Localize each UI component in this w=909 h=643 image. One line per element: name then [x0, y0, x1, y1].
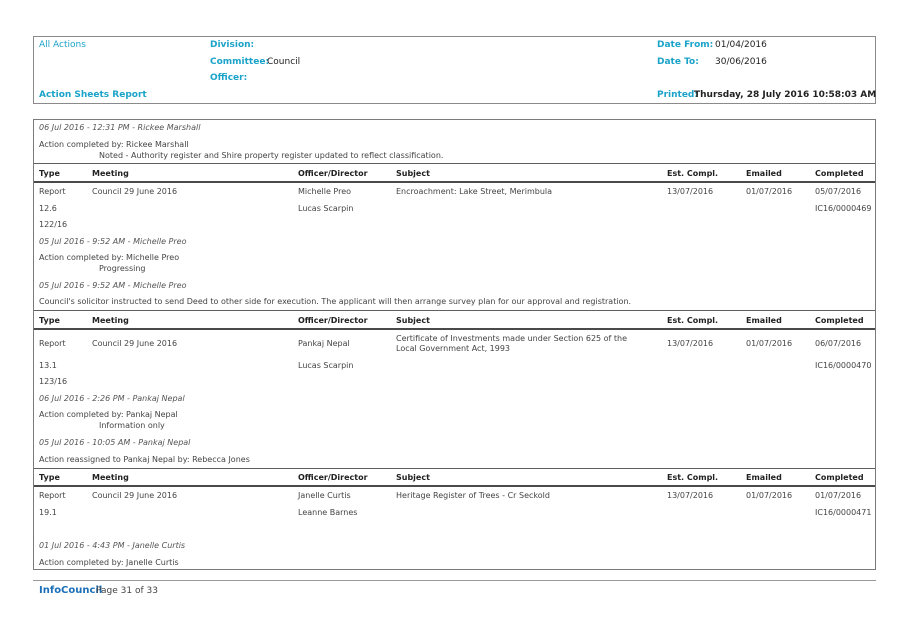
- date-to-label: Date To:: [657, 57, 699, 67]
- page-number: Page 31 of 33: [96, 586, 158, 596]
- col-officer: Officer/Director: [298, 316, 368, 325]
- col-officer: Officer/Director: [298, 169, 368, 178]
- entry-type: Report: [39, 339, 66, 348]
- entry-res-no: 123/16: [39, 377, 68, 386]
- header-underline: [34, 181, 875, 183]
- col-emailed: Emailed: [746, 473, 782, 482]
- note-header: 05 Jul 2016 - 9:52 AM - Michelle Preo: [39, 281, 187, 290]
- entry-emailed: 01/07/2016: [746, 187, 793, 196]
- note-text: Council's solicitor instructed to send Deed to other side for execution. The applicant will then arrange survey plan for our approval and registration.: [39, 297, 632, 306]
- col-subject: Subject: [396, 169, 430, 178]
- entry-completed: 01/07/2016: [815, 491, 862, 500]
- col-est-compl: Est. Compl.: [667, 473, 719, 482]
- col-completed: Completed: [815, 473, 864, 482]
- entry-est-compl: 13/07/2016: [667, 187, 714, 196]
- entry-officer: Michelle Preo: [298, 187, 352, 196]
- entry-completed: 06/07/2016: [815, 339, 862, 348]
- col-subject: Subject: [396, 473, 430, 482]
- entry-item-no: 19.1: [39, 508, 57, 517]
- entry-type: Report: [39, 187, 66, 196]
- footer-divider: [33, 580, 876, 581]
- note-header: 06 Jul 2016 - 12:31 PM - Rickee Marshall: [39, 123, 201, 132]
- division-label: Division:: [210, 40, 255, 50]
- action-completed-line: Action completed by: Michelle Preo: [39, 253, 180, 262]
- entry-subject: Heritage Register of Trees - Cr Seckold: [396, 491, 550, 500]
- officer-label: Officer:: [210, 73, 248, 83]
- date-to-value: 30/06/2016: [715, 57, 767, 67]
- col-est-compl: Est. Compl.: [667, 316, 719, 325]
- committee-label: Committee:: [210, 57, 270, 67]
- entry-subject: Encroachment: Lake Street, Merimbula: [396, 187, 553, 196]
- note-header: 01 Jul 2016 - 4:43 PM - Janelle Curtis: [39, 541, 186, 550]
- note-header: 05 Jul 2016 - 9:52 AM - Michelle Preo: [39, 237, 187, 246]
- col-type: Type: [39, 316, 60, 325]
- note-text: Information only: [99, 421, 165, 430]
- date-from-label: Date From:: [657, 40, 714, 50]
- entry-ref: IC16/0000470: [815, 361, 872, 370]
- entry-officer2: Lucas Scarpin: [298, 204, 354, 213]
- entry-est-compl: 13/07/2016: [667, 339, 714, 348]
- entry-item-no: 12.6: [39, 204, 57, 213]
- row-divider: [34, 163, 875, 164]
- col-emailed: Emailed: [746, 316, 782, 325]
- col-officer: Officer/Director: [298, 473, 368, 482]
- entry-ref: IC16/0000471: [815, 508, 872, 517]
- row-divider: [34, 468, 875, 469]
- entry-emailed: 01/07/2016: [746, 339, 793, 348]
- entry-subject: Certificate of Investments made under Section 625 of the Local Government Act, 1993: [396, 334, 628, 353]
- col-est-compl: Est. Compl.: [667, 169, 719, 178]
- header-underline: [34, 485, 875, 487]
- note-header: 06 Jul 2016 - 2:26 PM - Pankaj Nepal: [39, 394, 185, 403]
- entry-item-no: 13.1: [39, 361, 57, 370]
- entry-ref: IC16/0000469: [815, 204, 872, 213]
- note-header: 05 Jul 2016 - 10:05 AM - Pankaj Nepal: [39, 438, 191, 447]
- col-emailed: Emailed: [746, 169, 782, 178]
- col-type: Type: [39, 169, 60, 178]
- col-meeting: Meeting: [92, 316, 129, 325]
- action-completed-line: Action completed by: Pankaj Nepal: [39, 410, 178, 419]
- date-from-value: 01/04/2016: [715, 40, 767, 50]
- entry-completed: 05/07/2016: [815, 187, 862, 196]
- printed-label: Printed:: [657, 90, 698, 100]
- printed-value: Thursday, 28 July 2016 10:58:03 AM: [694, 90, 877, 100]
- entry-emailed: 01/07/2016: [746, 491, 793, 500]
- entry-officer: Janelle Curtis: [298, 491, 351, 500]
- col-completed: Completed: [815, 169, 864, 178]
- col-meeting: Meeting: [92, 169, 129, 178]
- note-text: Action reassigned to Pankaj Nepal by: Rebecca Jones: [39, 455, 250, 464]
- committee-value: Council: [267, 57, 301, 67]
- col-completed: Completed: [815, 316, 864, 325]
- entry-officer2: Leanne Barnes: [298, 508, 358, 517]
- action-completed-line: Action completed by: Rickee Marshall: [39, 140, 189, 149]
- report-title: Action Sheets Report: [39, 90, 147, 100]
- entry-res-no: 122/16: [39, 220, 68, 229]
- col-type: Type: [39, 473, 60, 482]
- entry-est-compl: 13/07/2016: [667, 491, 714, 500]
- action-completed-line: Action completed by: Janelle Curtis: [39, 558, 179, 567]
- header-underline: [34, 328, 875, 330]
- col-subject: Subject: [396, 316, 430, 325]
- row-divider: [34, 310, 875, 311]
- all-actions-link[interactable]: All Actions: [39, 40, 86, 50]
- entry-meeting: Council 29 June 2016: [92, 491, 178, 500]
- infocouncil-logo: InfoCouncil: [39, 585, 103, 596]
- col-meeting: Meeting: [92, 473, 129, 482]
- entry-officer2: Lucas Scarpin: [298, 361, 354, 370]
- entry-officer: Pankaj Nepal: [298, 339, 350, 348]
- entry-type: Report: [39, 491, 66, 500]
- entry-meeting: Council 29 June 2016: [92, 187, 178, 196]
- note-text: Noted - Authority register and Shire property register updated to reflect classification.: [99, 151, 444, 160]
- note-text: Progressing: [99, 264, 146, 273]
- entry-meeting: Council 29 June 2016: [92, 339, 178, 348]
